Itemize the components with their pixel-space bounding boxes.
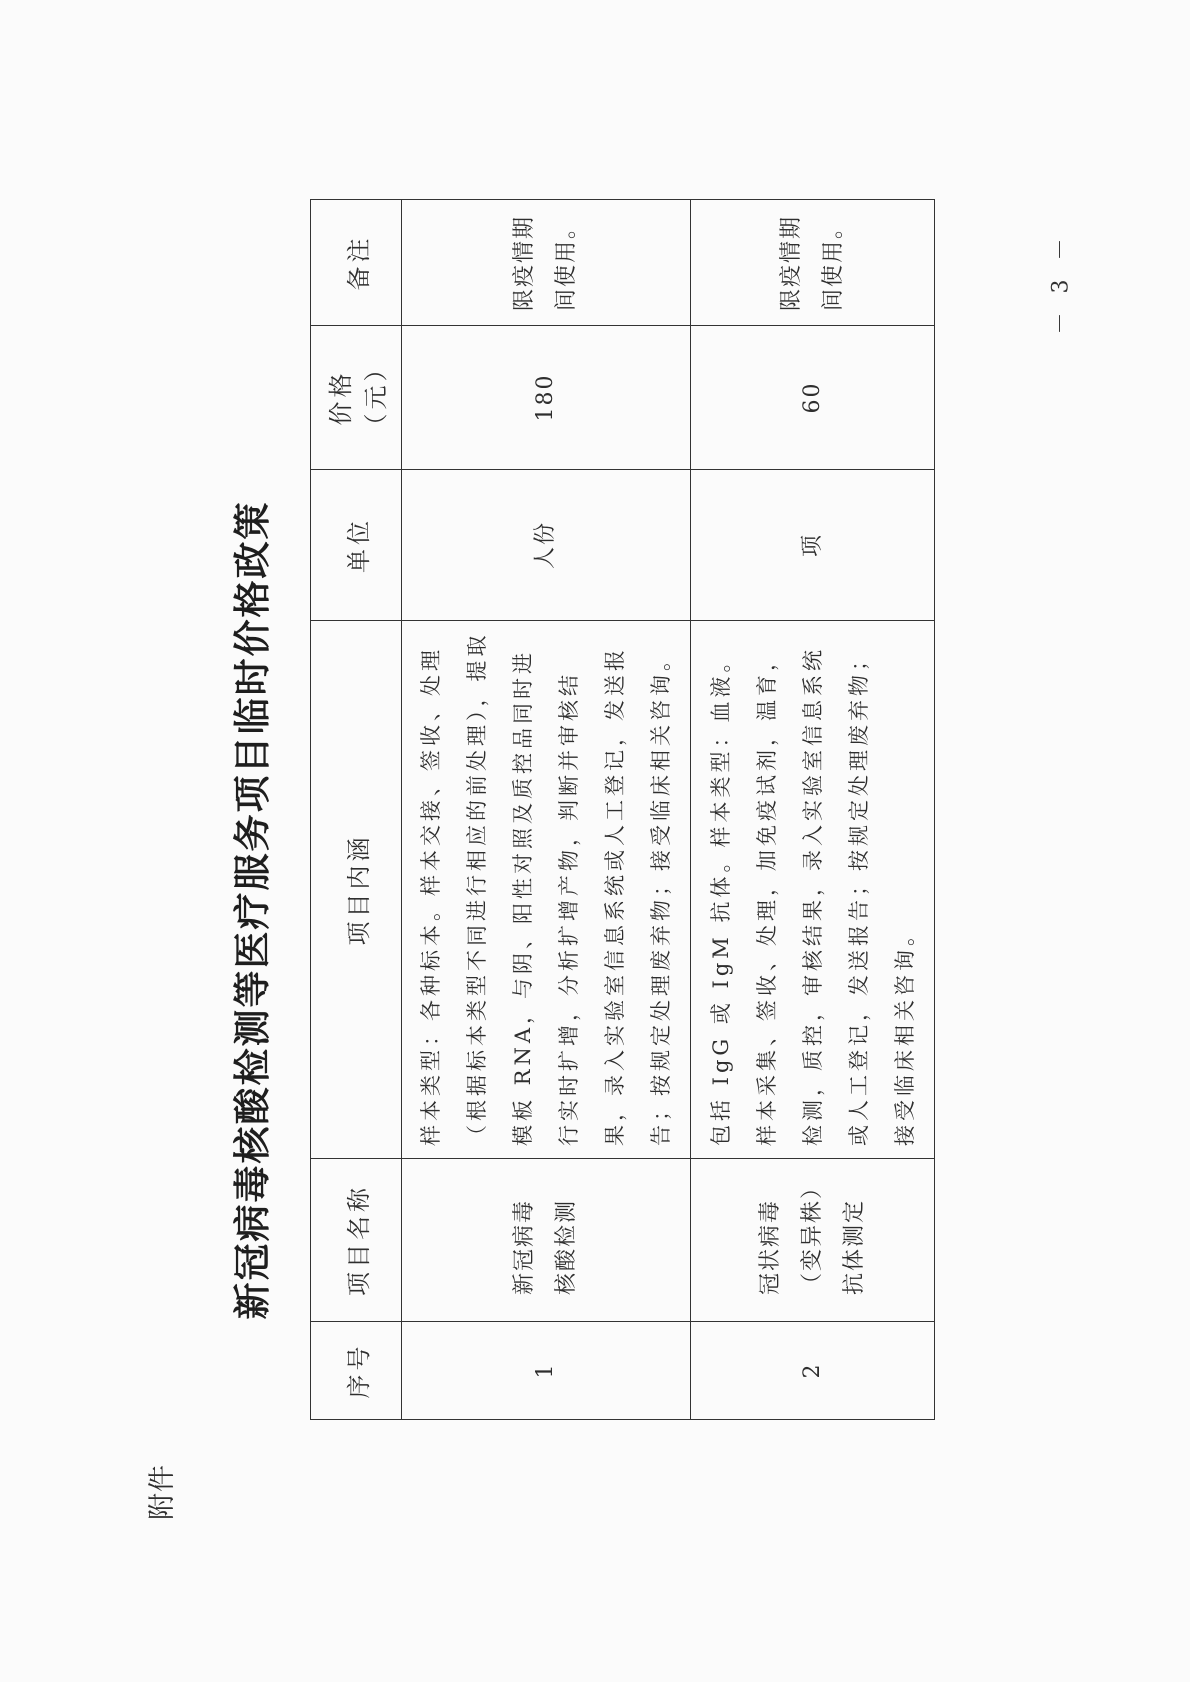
row-price: 60 bbox=[691, 326, 935, 470]
price-table bbox=[310, 199, 935, 1420]
header-price-label: 价格（元） bbox=[327, 353, 390, 438]
row-price: 180 bbox=[402, 326, 691, 470]
row-content: 样本类型：各种标本。样本交接、签收、处理（根据标本类型不同进行相应的前处理），提取模板 RNA，与阴、阳性对照及质控品同时进行实时扩增，分析扩增产物，判断并审核结果，录入实验室信息系统或人工登记，发送报告；按规定处理废弃物；接受临床相关咨询。 bbox=[402, 621, 691, 1159]
header-no: 序号 bbox=[311, 1322, 402, 1420]
row-content: 包括 IgG 或 IgM 抗体。样本类型：血液。样本采集、签收、处理，加免疫试剂，温育，检测，质控，审核结果，录入实验室信息系统或人工登记，发送报告；按规定处理废弃物；接受临床相关咨询。 bbox=[691, 621, 935, 1159]
row-unit: 人份 bbox=[402, 470, 691, 621]
header-price bbox=[311, 326, 402, 470]
row-name: 冠状病毒（变异株）抗体测定 bbox=[757, 1185, 867, 1295]
table-header-row bbox=[311, 200, 402, 1420]
row-no: 2 bbox=[691, 1322, 935, 1420]
document-title: 新冠病毒核酸检测等医疗服务项目临时价格政策 bbox=[231, 500, 274, 1320]
row-name: 新冠病毒核酸检测 bbox=[512, 1198, 579, 1295]
row-note: 限疫情期间使用。 bbox=[512, 214, 579, 311]
header-note: 备注 bbox=[311, 200, 402, 326]
row-name-cell bbox=[691, 1159, 935, 1322]
header-content: 项目内涵 bbox=[311, 621, 402, 1159]
row-name-cell bbox=[402, 1159, 691, 1322]
page-number: － 3 － bbox=[1048, 232, 1074, 335]
row-note-cell bbox=[691, 200, 935, 326]
header-unit: 单位 bbox=[311, 470, 402, 621]
table-row bbox=[691, 200, 935, 1420]
table-row bbox=[402, 200, 691, 1420]
row-note-cell bbox=[402, 200, 691, 326]
rotated-content bbox=[140, 214, 917, 1520]
row-note: 限疫情期间使用。 bbox=[778, 214, 846, 311]
attachment-label: 附件 bbox=[147, 1464, 178, 1520]
header-name: 项目名称 bbox=[311, 1159, 402, 1322]
row-unit: 项 bbox=[691, 470, 935, 621]
row-no: 1 bbox=[402, 1322, 691, 1420]
